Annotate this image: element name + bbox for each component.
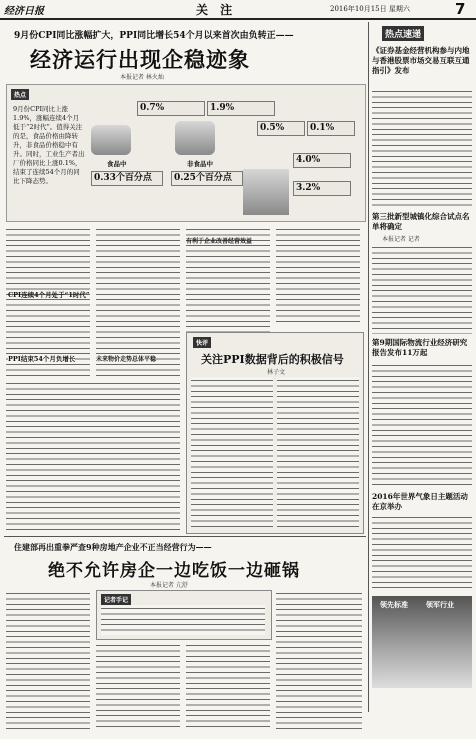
lead-subhead-3: 有利于企业改善经营效益 xyxy=(186,238,253,245)
food-label: 食品中 xyxy=(107,160,127,168)
bottom-body-col-4 xyxy=(276,590,362,730)
paper-name: 经济日报 xyxy=(4,6,44,17)
right-item-1-body xyxy=(372,88,472,208)
commentary-body-col-2 xyxy=(277,377,359,527)
right-item-4-body xyxy=(372,514,472,592)
cpi-ppi-infographic xyxy=(6,84,366,222)
ppi-material-box xyxy=(293,153,351,168)
cpi-box-1 xyxy=(137,101,205,116)
advert-slogan-1: 领先标准 xyxy=(380,600,408,609)
issue-date: 2016年10月15日 星期六 xyxy=(330,5,410,13)
advert-slogan-2: 领军行业 xyxy=(426,600,454,609)
bottom-headline: 绝不允许房企一边吃饭一边砸锅 xyxy=(48,561,300,581)
lead-headline: 经济运行出现企稳迹象 xyxy=(30,47,250,72)
lead-subhead-1: CPI连续4个月处于“1时代” xyxy=(8,291,90,299)
bottom-subtitle: 住建部再出重拳严查9种房地产企业不正当经营行为—— xyxy=(14,542,212,552)
lead-label: 热点 xyxy=(11,89,29,100)
right-item-2-byline: 本报记者 记者 xyxy=(382,236,420,243)
bottom-body-col-1 xyxy=(6,590,90,730)
section-title: 关 注 xyxy=(196,3,237,17)
right-item-1-title: 《证券基金经营机构参与内地与香港股票市场交易互联互通指引》发布 xyxy=(372,46,470,75)
commentary-body-col-1 xyxy=(191,377,273,527)
cpi-value-1: 0.7% xyxy=(140,103,165,113)
right-advert-image xyxy=(372,596,472,688)
ppi-value-1: 0.5% xyxy=(260,123,285,133)
right-item-3-title: 第9期国际物流行业经济研究报告发布11万起 xyxy=(372,338,468,357)
lead-subhead-2: PPI结束54个月负增长 xyxy=(8,355,76,363)
ppi-living-box xyxy=(293,181,351,196)
right-item-2-title: 第三批新型城镇化综合试点名单将确定 xyxy=(372,212,470,231)
column-divider xyxy=(368,22,369,712)
bottom-body-col-2 xyxy=(96,642,180,730)
bottom-notes-label: 记者手记 xyxy=(101,594,131,605)
lead-byline: 本报记者 林火灿 xyxy=(120,74,164,81)
ppi-material-value: 4.0% xyxy=(296,155,321,165)
industry-image xyxy=(243,169,289,215)
ppi-box-1 xyxy=(257,121,305,136)
food-box xyxy=(91,171,163,186)
cpi-box-2 xyxy=(207,101,275,116)
nonfood-box xyxy=(171,171,243,186)
masthead xyxy=(0,0,476,20)
commentary-box xyxy=(186,332,364,534)
nonfood-value: 0.25个百分点 xyxy=(174,173,232,183)
lead-body-col-4 xyxy=(276,226,360,326)
lead-intro: 9月份CPI同比上涨1.9%，涨幅连续4个月低于“2时代”。值得关注的是，食品价格由降转升，非食品价格稳中有升。同时，工业生产者出厂价格同比上涨0.1%，结束了连续54个月的同比下降态势。 xyxy=(13,105,85,185)
ppi-value-2: 0.1% xyxy=(310,123,335,133)
ppi-living-value: 3.2% xyxy=(296,183,321,193)
bottom-notes-box xyxy=(96,590,272,640)
lead-subtitle: 9月份CPI同比涨幅扩大，PPI同比增长54个月以来首次由负转正—— xyxy=(14,31,294,41)
right-column-label: 热点速递 xyxy=(382,26,424,41)
bottom-notes-body xyxy=(101,605,265,635)
right-item-3-body xyxy=(372,362,472,486)
commentary-headline: 关注PPI数据背后的积极信号 xyxy=(201,353,344,366)
shopping-cart-image xyxy=(175,121,215,155)
food-value: 0.33个百分点 xyxy=(94,173,152,183)
commentary-label: 快评 xyxy=(193,337,211,348)
cpi-value-2: 1.9% xyxy=(210,103,235,113)
page-number: 7 xyxy=(455,0,466,18)
right-item-2-body xyxy=(372,244,472,334)
bottom-body-col-3 xyxy=(186,642,270,730)
commentary-byline: 林子文 xyxy=(267,369,286,376)
bottom-byline: 本报记者 亢舒 xyxy=(150,582,188,589)
food-basket-image xyxy=(91,125,131,155)
lead-subhead-4: 未来物价走势总体平稳 xyxy=(96,356,157,363)
ppi-box-2 xyxy=(307,121,355,136)
lead-body-continued xyxy=(6,380,180,530)
right-item-4-title: 2016年世界气象日主题活动在京举办 xyxy=(372,492,468,511)
nonfood-label: 非食品中 xyxy=(187,160,213,168)
bottom-divider xyxy=(4,536,366,537)
